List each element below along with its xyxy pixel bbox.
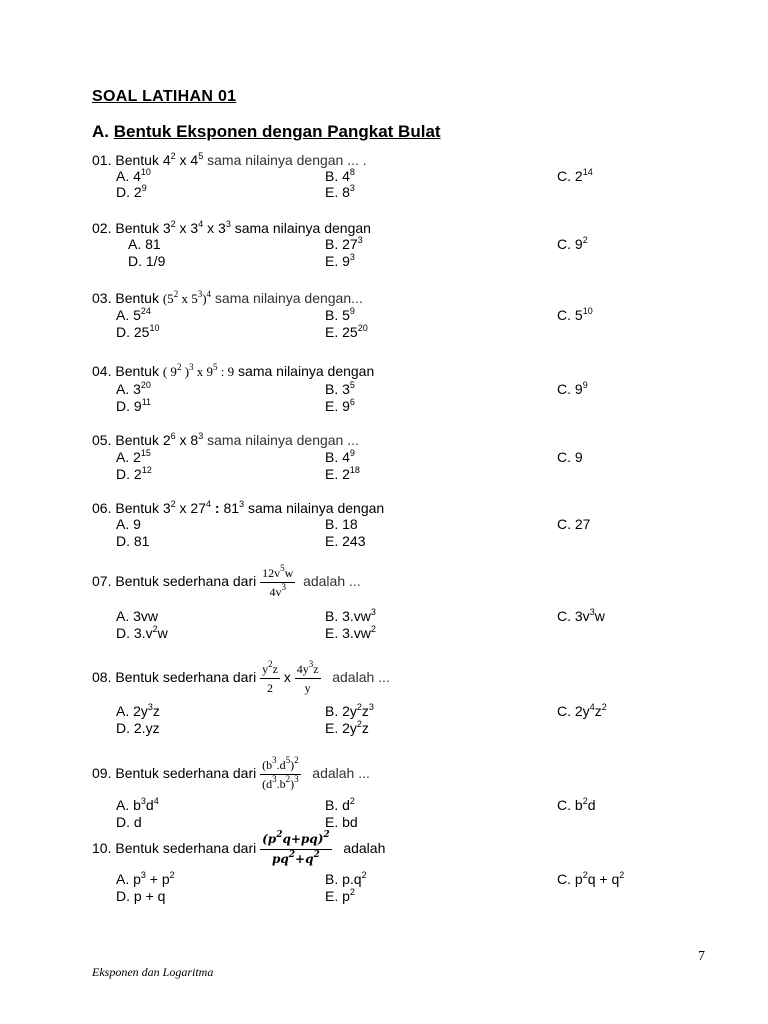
q08-fraction-1: $\frac{y^2z}{2}$ — [262, 659, 278, 695]
q08-option-d[interactable]: D. 2.yz — [116, 720, 160, 736]
q05-option-c[interactable]: C. 9 — [557, 449, 583, 465]
q07-fraction: $\frac{12v^5w}{4v^3}$ — [262, 563, 294, 599]
q04-option-a[interactable]: A. $3^{20}$ — [116, 380, 151, 397]
q08-option-c[interactable]: C. $2y^4z^2$ — [557, 702, 607, 719]
q07-option-d[interactable]: D. $3.v^2w$ — [116, 624, 168, 641]
q10-option-c[interactable]: C. $p^2q + q^2$ — [557, 870, 625, 887]
question-02: 02. Bentuk $3^2$ x $3^4$ x $3^3$ sama nilainya dengan — [92, 219, 371, 236]
footer-text: Eksponen dan Logaritma — [92, 965, 214, 979]
q08-fraction-2: $\frac{4y^3z}{y}$ — [296, 659, 319, 695]
q06-option-d[interactable]: D. 81 — [116, 533, 150, 549]
question-09: 09. Bentuk sederhana dari $\frac{(b^3.d^5)^2}{(d^3.b^2)^3}$ adalah ... — [92, 755, 370, 791]
question-07: 07. Bentuk sederhana dari $\frac{12v^5w}{4v^3}$ adalah ... — [92, 563, 361, 599]
q05-option-a[interactable]: A. $2^{15}$ — [116, 448, 151, 465]
q07-option-c[interactable]: C. $3v^3w$ — [557, 607, 605, 624]
q03-option-a[interactable]: A. $5^{24}$ — [116, 306, 151, 323]
question-05: 05. Bentuk $2^6$ x $8^3$ sama nilainya dengan ... — [92, 431, 359, 448]
section-heading — [92, 122, 441, 142]
q09-option-b[interactable]: B. $d^2$ — [325, 796, 355, 813]
q06-option-c[interactable]: C. 27 — [557, 516, 591, 532]
q02-option-e[interactable]: E. $9^3$ — [325, 252, 355, 269]
section-label: Bentuk Eksponen dengan Pangkat Bulat — [113, 122, 441, 141]
q03-option-d[interactable]: D. $25^{10}$ — [116, 323, 160, 340]
question-01: 01. Bentuk $4^2$ x $4^5$ sama nilainya dengan ... . — [92, 151, 367, 168]
q08-option-e[interactable]: E. $2y^2z$ — [325, 719, 369, 736]
q10-option-d[interactable]: D. p + q — [116, 888, 166, 904]
question-08: 08. Bentuk sederhana dari $\frac{y^2z}{2}$ x $\frac{4y^3z}{y}$ adalah ... — [92, 659, 390, 695]
page-title: SOAL LATIHAN 01 — [92, 88, 237, 105]
q07-option-e[interactable]: E. $3.vw^2$ — [325, 624, 376, 641]
q09-option-d[interactable]: D. d — [116, 814, 142, 830]
q10-option-b[interactable]: B. $p.q^2$ — [325, 870, 367, 887]
q05-option-e[interactable]: E. $2^{18}$ — [325, 465, 360, 482]
q05-option-d[interactable]: D. $2^{12}$ — [116, 465, 152, 482]
q01-option-d[interactable]: D. $2^9$ — [116, 183, 147, 200]
q07-option-a[interactable]: A. 3vw — [116, 608, 159, 624]
q01-option-a[interactable]: A. $4^{10}$ — [116, 167, 151, 184]
question-10: 10. Bentuk sederhana dari $\frac{(p^2q+pq)^2}{pq^2+q^2}$ adalah — [92, 830, 386, 866]
q04-option-d[interactable]: D. $9^{11}$ — [116, 397, 152, 414]
q06-option-e[interactable]: E. 243 — [325, 533, 366, 549]
question-04: 04. Bentuk ( $9^2$ )$^3$ x $9^5$ : 9 sama nilainya dengan — [92, 362, 375, 379]
q07-option-b[interactable]: B. $3.vw^3$ — [325, 607, 376, 624]
q09-fraction: $\frac{(b^3.d^5)^2}{(d^3.b^2)^3}$ — [262, 755, 299, 791]
section-prefix: A. — [92, 122, 114, 141]
q03-option-e[interactable]: E. $25^{20}$ — [325, 323, 368, 340]
q09-option-e[interactable]: E. bd — [325, 814, 358, 830]
q05-option-b[interactable]: B. $4^9$ — [325, 448, 355, 465]
page-number: 7 — [698, 949, 705, 964]
q04-option-c[interactable]: C. $9^9$ — [557, 380, 588, 397]
q08-option-b[interactable]: B. $2y^2z^3$ — [325, 702, 374, 719]
q01-option-c[interactable]: C. $2^{14}$ — [557, 167, 593, 184]
q06-option-b[interactable]: B. 18 — [325, 516, 358, 532]
q06-option-a[interactable]: A. 9 — [116, 516, 141, 532]
q04-option-b[interactable]: B. $3^5$ — [325, 380, 355, 397]
q03-option-c[interactable]: C. $5^{10}$ — [557, 306, 593, 323]
q04-option-e[interactable]: E. $9^6$ — [325, 397, 355, 414]
q03-option-b[interactable]: B. $5^9$ — [325, 306, 355, 323]
q09-option-a[interactable]: A. $b^3d^4$ — [116, 796, 159, 813]
q10-option-a[interactable]: A. $p^3 + p^2$ — [116, 870, 175, 887]
q01-option-e[interactable]: E. $8^3$ — [325, 183, 355, 200]
question-03: 03. Bentuk ($5^2$ x $5^3)^4$ sama nilainya dengan... — [92, 289, 363, 306]
q01-option-b[interactable]: B. $4^8$ — [325, 167, 355, 184]
q02-option-c[interactable]: C. $9^2$ — [557, 235, 588, 252]
q09-option-c[interactable]: C. $b^2d$ — [557, 796, 596, 813]
q08-option-a[interactable]: A. $2y^3z$ — [116, 702, 160, 719]
q10-fraction: $\frac{(p^2q+pq)^2}{pq^2+q^2}$ — [262, 830, 330, 866]
q02-option-d[interactable]: D. 1/9 — [128, 253, 166, 269]
q10-option-e[interactable]: E. $p^2$ — [325, 887, 355, 904]
q02-option-b[interactable]: B. $27^3$ — [325, 235, 363, 252]
q02-option-a[interactable]: A. 81 — [128, 236, 161, 252]
question-06: 06. Bentuk $3^2$ x $27^4$ : $81^3$ sama nilainya dengan — [92, 499, 385, 516]
